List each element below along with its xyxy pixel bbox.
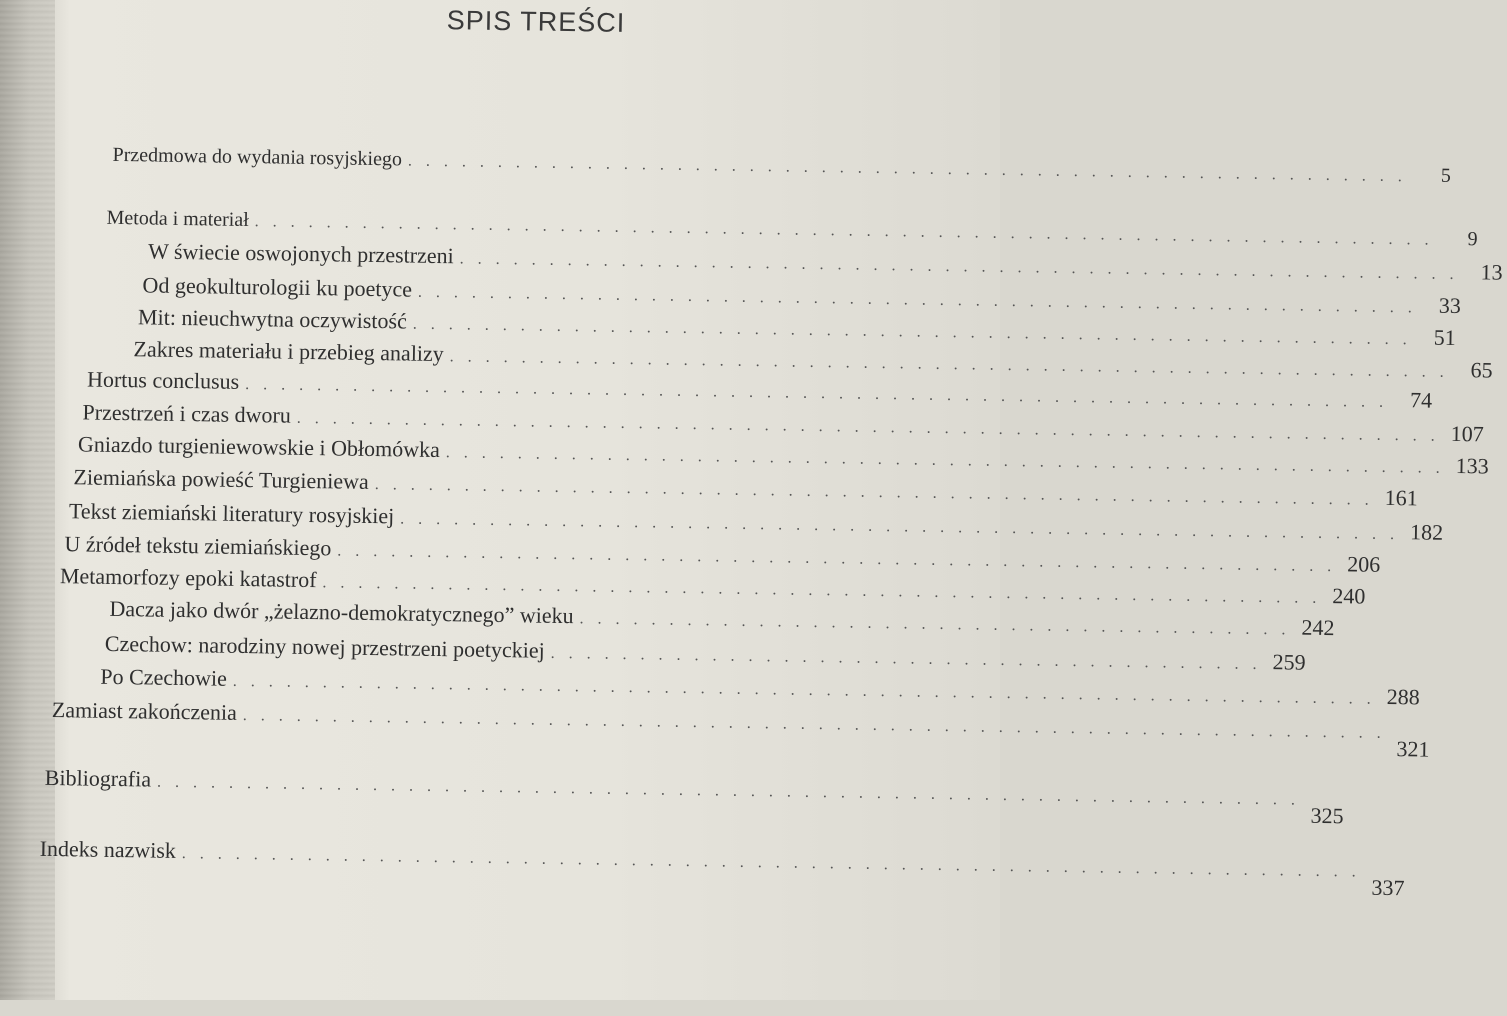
toc-entry (112, 143, 1451, 187)
toc-entry-page: 74 (1409, 387, 1433, 413)
toc-entry-page: 5 (1440, 164, 1451, 187)
toc-entry (147, 238, 1503, 285)
toc-entry-label: Ziemiańska powieść Turgieniewa (73, 464, 370, 494)
dot-leader: . . . . . . . . . . . . . . . . . . . . . . . . . . . . . . . . . . . . . . . . . . . . . . . . . . . . . . . . (412, 315, 1412, 349)
toc-entry (104, 630, 1306, 675)
toc-entry-label: Dacza jako dwór „żelazno-demokratycznego” wieku (109, 595, 574, 629)
toc-entry-label: Zamiast zakończenia (51, 696, 238, 725)
toc-entry-page: 259 (1272, 649, 1306, 675)
dot-leader: . . . . . . . . . . . . . . . . . . . . . . . . . . . . . . . . . . . . . . . . . . . . . . . . . . . . . . . . (445, 444, 1445, 477)
toc-entry (106, 206, 1478, 251)
toc-entry-page: 9 (1467, 228, 1478, 251)
toc-entry-page: 288 (1386, 683, 1420, 710)
toc-entry-page: 51 (1433, 324, 1456, 350)
page-title: SPIS TREŚCI (446, 5, 626, 38)
toc-entry-page: 206 (1347, 551, 1381, 577)
dot-leader: . . . . . . . . . . . . . . . . . . . . . . . . . . . . . . . . . . . . . . . . . . . . . . . . . . . . . . . . . . . . . . . . . . (254, 213, 1434, 249)
toc-entry-label: Indeks nazwisk (39, 835, 177, 863)
toc-entry-label: Czechow: narodziny nowej przestrzeni poetyckiej (104, 630, 545, 663)
toc-entry-page: 182 (1409, 519, 1444, 545)
dot-leader: . . . . . . . . . . . . . . . . . . . . . . . . . . . . . . . . . . . . . . . . . . . . . . . . . . . . . . . . (459, 250, 1459, 284)
dot-leader: . . . . . . . . . . . . . . . . . . . . . . . . . . . . . . . . . . . . . . . . . . . . . . . . . . . . . . . . (449, 348, 1449, 381)
dot-leader: . . . . . . . . . . . . . . . . . . . . . . . . . . . . . . . . . . . . . . . . . . . . . . . . . . . . . . . . (322, 574, 1322, 607)
toc-entry-page: 107 (1450, 420, 1484, 447)
toc-entry-label: Od geokulturologii ku poetyce (142, 272, 413, 302)
toc-entry-label: Po Czechowie (100, 663, 228, 691)
dot-leader: . . . . . . . . . . . . . . . . . . . . . . . . . . . . . . . . . . . . . . . . . . . . . . . . . . . . . . . . . . . . . . . . (296, 409, 1440, 445)
toc-entry-page: 325 (1310, 802, 1344, 829)
dot-leader: . . . . . . . . . . . . . . . . . . . . . . . . . . . . . . . . . . . . . . . . . . . . . . . . . . . . . . . . . . . . . . . . . . (181, 845, 1361, 881)
toc-entry (39, 835, 1405, 901)
toc-entry-page: 13 (1480, 259, 1503, 285)
toc-entry-label: Zakres materiału i przebieg analizy (133, 336, 445, 367)
toc-entry-page: 161 (1384, 484, 1418, 511)
toc-entry-label: Metoda i materiał (106, 206, 249, 232)
toc-entry-page: 321 (1396, 736, 1430, 762)
toc-entry-label: W świecie oswojonych przestrzeni (147, 238, 454, 269)
toc-entry-page: 337 (1371, 874, 1405, 901)
toc-entry-page: 133 (1455, 453, 1489, 479)
toc-entry-page: 33 (1438, 292, 1462, 319)
toc-entry-label: Mit: nieuchwytna oczywistość (137, 304, 408, 334)
dot-leader: . . . . . . . . . . . . . . . . . . . . . . . . . . . . . . . . . . . . . . . . . . . . . . . . . . . . . . . . . . . . . . . . (156, 773, 1301, 809)
toc-entry-label: Tekst ziemiański literatury rosyjskiej (68, 498, 395, 529)
dot-leader: . . . . . . . . . . . . . . . . . . . . . . . . . . . . . . . . . . . . . . . . (579, 610, 1291, 639)
dot-leader: . . . . . . . . . . . . . . . . . . . . . . . . . . . . . . . . . . . . . . . . . . . . . . . . . . . . . . . . . . . . . . . . (245, 375, 1389, 411)
toc-entry (109, 595, 1335, 641)
toc-entry-label: Metamorfozy epoki katastrof (59, 563, 317, 593)
toc-entry-label: Bibliografia (44, 764, 152, 792)
dot-leader: . . . . . . . . . . . . . . . . . . . . . . . . . . . . . . . . . . . . . . . . . . . . . . . . . . . . . . . . (337, 542, 1337, 576)
toc-entry-label: Gniazdo turgieniewowskie i Obłomówka (77, 431, 441, 463)
toc-entry (73, 464, 1418, 511)
toc-entry (44, 764, 1344, 829)
toc-entry-page: 240 (1332, 583, 1366, 609)
dot-leader: . . . . . . . . . . . . . . . . . . . . . . . . . . . . . . . . . . . . . . . . . . . . . . . . . . . . . . . . . . . . . . . . (242, 706, 1386, 742)
toc-entry (100, 663, 1420, 710)
toc-entry-label: U źródeł tekstu ziemiańskiego (64, 531, 332, 561)
dot-leader: . . . . . . . . . . . . . . . . . . . . . . . . . . . . . . . . . . . . . . . . . . . . . . . . . . . . . . . . (400, 510, 1400, 544)
dot-leader: . . . . . . . . . . . . . . . . . . . . . . . . . . . . . . . . . . . . . . . . . . . . . . . . . . . . . . . . (374, 476, 1374, 509)
dot-leader: . . . . . . . . . . . . . . . . . . . . . . . . . . . . . . . . . . . . . . . . . . . . . . . . . . . . . . . . . . . . . . . . (232, 672, 1376, 708)
toc-entry-label: Przestrzeń i czas dworu (82, 399, 292, 428)
toc-entry-label: Przedmowa do wydania rosyjskiego (112, 143, 403, 171)
toc-entry-page: 65 (1470, 357, 1493, 383)
toc-entry-page: 242 (1301, 614, 1335, 641)
dot-leader: . . . . . . . . . . . . . . . . . . . . . . . . . . . . . . . . . . . . . . . . (550, 644, 1262, 673)
dot-leader: . . . . . . . . . . . . . . . . . . . . . . . . . . . . . . . . . . . . . . . . . . . . . . . . . . . . . . . . (417, 283, 1417, 317)
toc-entry-label: Hortus conclusus (86, 366, 240, 394)
dot-leader: . . . . . . . . . . . . . . . . . . . . . . . . . . . . . . . . . . . . . . . . . . . . . . . . . . . . . . . . (407, 152, 1407, 186)
